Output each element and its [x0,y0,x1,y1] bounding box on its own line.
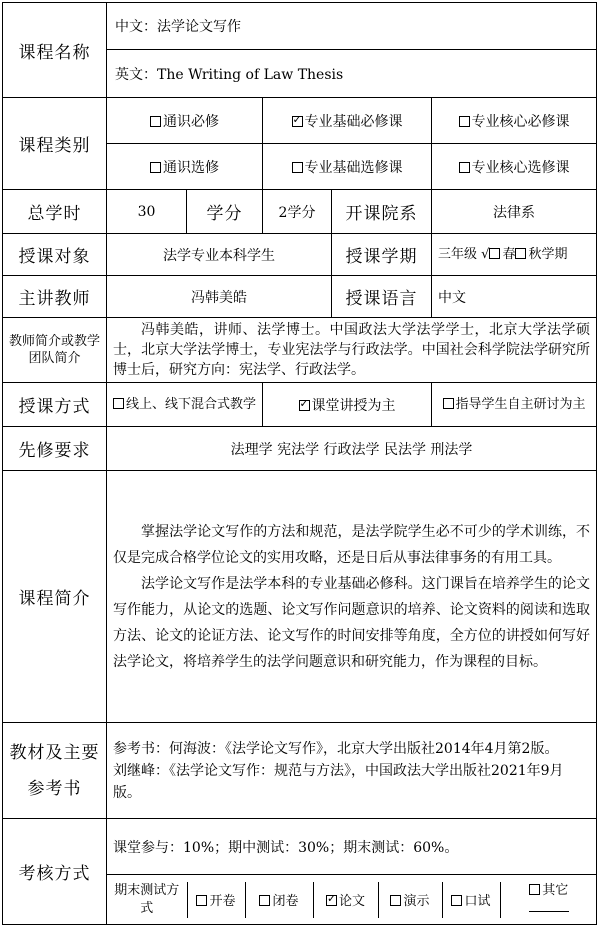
method-option[interactable]: ✓ 课堂讲授为主 [263,383,432,427]
summary-paragraph-2: 法学论文写作是法学本科的专业基础必修科。这门课旨在培养学生的论文写作能力，从论文的选题、论文写作问题意识的培养、论文资料的阅读和选取方法、论文的论证方法、论文写作的时间安排等角度，全方位的讲授如何写好法学论文，将培养学生的法学问题意识和研究能力，作为课程的目标。 [113,575,591,670]
course-type-option[interactable]: 专业核心选修课 [432,144,597,190]
audience-label: 授课对象 [3,234,107,276]
course-type-option[interactable]: 通识选修 [107,144,263,190]
method-label: 授课方式 [3,383,107,427]
checkbox-icon[interactable] [459,116,470,127]
summary-label: 课程简介 [3,471,107,723]
course-type-label: 课程类别 [3,98,107,190]
checkbox-icon[interactable] [515,248,526,259]
assessment-weights: 课堂参与：10%；期中测试：30%；期末测试：60%。 [107,819,597,875]
language-label: 授课语言 [332,276,432,318]
course-type-option[interactable]: 专业基础选修课 [263,144,432,190]
checkbox-icon[interactable] [489,248,500,259]
checkbox-icon[interactable] [292,162,303,173]
books-text [107,723,597,819]
teacher-intro-label: 教师简介或教学团队简介 [3,318,107,383]
checkbox-icon[interactable] [259,895,270,906]
course-type-option[interactable]: ✓ 专业基础必修课 [263,98,432,144]
checkbox-icon[interactable] [451,895,462,906]
checkbox-checked-icon[interactable] [292,116,303,127]
exam-option[interactable]: 闭卷 [245,882,313,918]
checkbox-icon[interactable] [113,398,124,409]
checkbox-icon[interactable] [443,398,454,409]
total-hours-value: 30 [107,190,187,234]
total-hours-label: 总学时 [3,190,107,234]
checkbox-checked-icon[interactable] [299,400,310,411]
checkbox-icon[interactable] [196,895,207,906]
course-name-label: 课程名称 [3,3,107,98]
course-type-option[interactable]: 专业核心必修课 [432,98,597,144]
language-value: 中文 [432,276,597,318]
teacher-intro-text: 冯韩美皓，讲师、法学博士。中国政法大学法学学士，北京大学法学硕士，北京大学法学博士，专业宪法学与行政法学。中国社会科学院法学研究所博士后，研究方向：宪法学、行政法学。 [107,318,597,383]
credit-label: 学分 [187,190,263,234]
course-name-en: 英文：The Writing of Law Thesis [107,50,597,98]
checkbox-icon[interactable] [150,162,161,173]
checkbox-icon[interactable] [150,116,161,127]
method-option[interactable]: 指导学生自主研讨为主 [432,383,597,427]
checkbox-checked-icon[interactable] [326,895,337,906]
checkbox-icon[interactable] [390,895,401,906]
exam-option[interactable]: ✓ 论文 [313,882,378,918]
course-type-option[interactable]: 通识必修 [107,98,263,144]
reference-1: 参考书：何海波：《法学论文写作》，北京大学出版社2014年4月第2版。 [113,740,559,757]
teacher-value: 冯韩美皓 [107,276,332,318]
audience-value: 法学专业本科学生 [107,234,332,276]
course-name-cn: 中文：法学论文写作 [107,3,597,50]
exam-option[interactable]: 开卷 [187,882,245,918]
books-label: 教材及主要参考书 [3,723,107,819]
term-label: 授课学期 [332,234,432,276]
prereq-label: 先修要求 [3,427,107,471]
term-value: 三年级 √ 春 秋学期 [432,234,597,276]
final-exam-cell [107,875,597,925]
summary-paragraph-1: 掌握法学论文写作的方法和规范，是法学院学生必不可少的学术训练，不仅是完成合格学位论文的实用攻略，还是日后从事法律事务的有用工具。 [113,523,591,566]
prereq-value: 法理学 宪法学 行政法学 民法学 刑法学 [107,427,597,471]
summary-text [107,471,597,723]
department-value: 法律系 [432,190,597,234]
credit-value: 2学分 [263,190,332,234]
final-exam-options [107,882,597,918]
exam-option[interactable]: 口试 [442,882,500,918]
syllabus-table [2,2,597,925]
method-option[interactable]: 线上、线下混合式教学 [107,383,263,427]
checkbox-icon[interactable] [459,162,470,173]
final-exam-label: 期末测试方式 [107,882,187,918]
teacher-label: 主讲教师 [3,276,107,318]
assessment-label: 考核方式 [3,819,107,925]
exam-option[interactable]: 演示 [378,882,442,918]
reference-2: 刘继峰：《法学论文写作：规范与方法》，中国政法大学出版社2021年9月版。 [113,762,564,801]
exam-option[interactable]: 其它 [500,882,597,918]
blank-underline[interactable] [529,901,569,912]
checkbox-icon[interactable] [529,884,540,895]
department-label: 开课院系 [332,190,432,234]
